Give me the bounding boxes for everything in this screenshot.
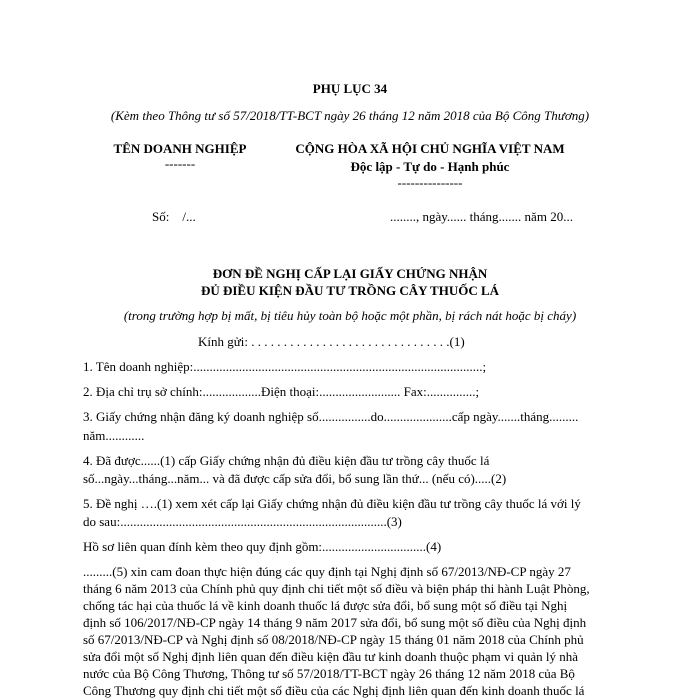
- appendix-subtitle: (Kèm theo Thông tư số 57/2018/TT-BCT ngày 26 tháng 12 năm 2018 của Bộ Công Thương): [110, 108, 590, 123]
- appendix-title: PHỤ LỤC 34: [312, 81, 388, 96]
- item-address: 2. Địa chỉ trụ sở chính:..................Điện thoại:......................... Fax:...............;: [83, 384, 480, 399]
- commitment-line: chống tác hại của thuốc lá về kinh doanh thuốc lá được sửa đổi, bổ sung một số điều tại Nghị: [83, 598, 568, 613]
- commitment-line: nước của Bộ Công Thương, Thông tư số 57/2018/TT-BCT ngày 26 tháng 12 năm 2018 của Bộ: [83, 666, 575, 681]
- commitment-line: .........(5) xin cam đoan thực hiện đúng các quy định tại Nghị định số 67/2013/NĐ-CP ngày 27: [83, 564, 571, 579]
- item-business-registration: 3. Giấy chứng nhận đăng ký doanh nghiệp số................do.....................cấp ngày.......tháng.........: [83, 409, 579, 424]
- country-name: CỘNG HÒA XÃ HỘI CHỦ NGHĨA VIỆT NAM: [295, 141, 565, 156]
- national-motto: Độc lập - Tự do - Hạnh phúc: [350, 159, 510, 174]
- recipient-line: Kính gửi: . . . . . . . . . . . . . . . . . . . . . . . . . . . . . . .(1): [198, 334, 465, 349]
- commitment-line: sửa đổi một số Nghị định liên quan đến điều kiện đầu tư kinh doanh thuộc phạm vi quản lý nhà: [83, 649, 579, 664]
- item-granted: 4. Đã được......(1) cấp Giấy chứng nhận đủ điều kiện đầu tư trồng cây thuốc lá: [83, 453, 490, 468]
- company-name-label: TÊN DOANH NGHIỆP: [113, 141, 247, 156]
- motto-dash: ---------------: [397, 175, 463, 190]
- commitment-line: Công Thương quy định chi tiết một số điều của các Nghị định liên quan đến kinh doanh thuốc lá: [83, 683, 585, 698]
- document-number: Số: /...: [152, 209, 196, 224]
- commitment-line: định số 106/2017/NĐ-CP ngày 14 tháng 9 năm 2017 sửa đổi, bổ sung một số điều của Nghị định: [83, 615, 587, 630]
- company-dash: -------: [164, 156, 196, 171]
- item-request-cont: do sau:..................................................................................(3): [83, 514, 402, 529]
- commitment-line: tháng 6 năm 2013 của Chính phủ quy định chi tiết một số điều và biện pháp thi hành Luật Phòng,: [83, 581, 590, 596]
- item-company-name: 1. Tên doanh nghiệp:.........................................................................................;: [83, 359, 487, 374]
- form-title-note: (trong trường hợp bị mất, bị tiêu hủy toàn bộ hoặc một phần, bị rách nát hoặc bị cháy): [123, 308, 577, 323]
- item-granted-cont: số...ngày...tháng...năm... và đã được cấp sửa đổi, bổ sung lần thứ... (nếu có).....(2): [83, 471, 507, 486]
- commitment-line: số 67/2013/NĐ-CP và Nghị định số 08/2018/NĐ-CP ngày 15 tháng 01 năm 2018 của Chính phủ: [83, 632, 584, 647]
- item-request: 5. Đề nghị ….(1) xem xét cấp lại Giấy chứng nhận đủ điều kiện đầu tư trồng cây thuốc lá với lý: [83, 496, 581, 511]
- form-title-line1: ĐƠN ĐỀ NGHỊ CẤP LẠI GIẤY CHỨNG NHẬN: [212, 266, 488, 281]
- item-attached-dossier: Hồ sơ liên quan đính kèm theo quy định gồm:................................(4): [83, 539, 442, 554]
- date-line: ........, ngày...... tháng....... năm 20...: [390, 209, 573, 224]
- item-business-registration-cont: năm............: [83, 428, 145, 443]
- form-title-line2: ĐỦ ĐIỀU KIỆN ĐẦU TƯ TRỒNG CÂY THUỐC LÁ: [200, 283, 500, 298]
